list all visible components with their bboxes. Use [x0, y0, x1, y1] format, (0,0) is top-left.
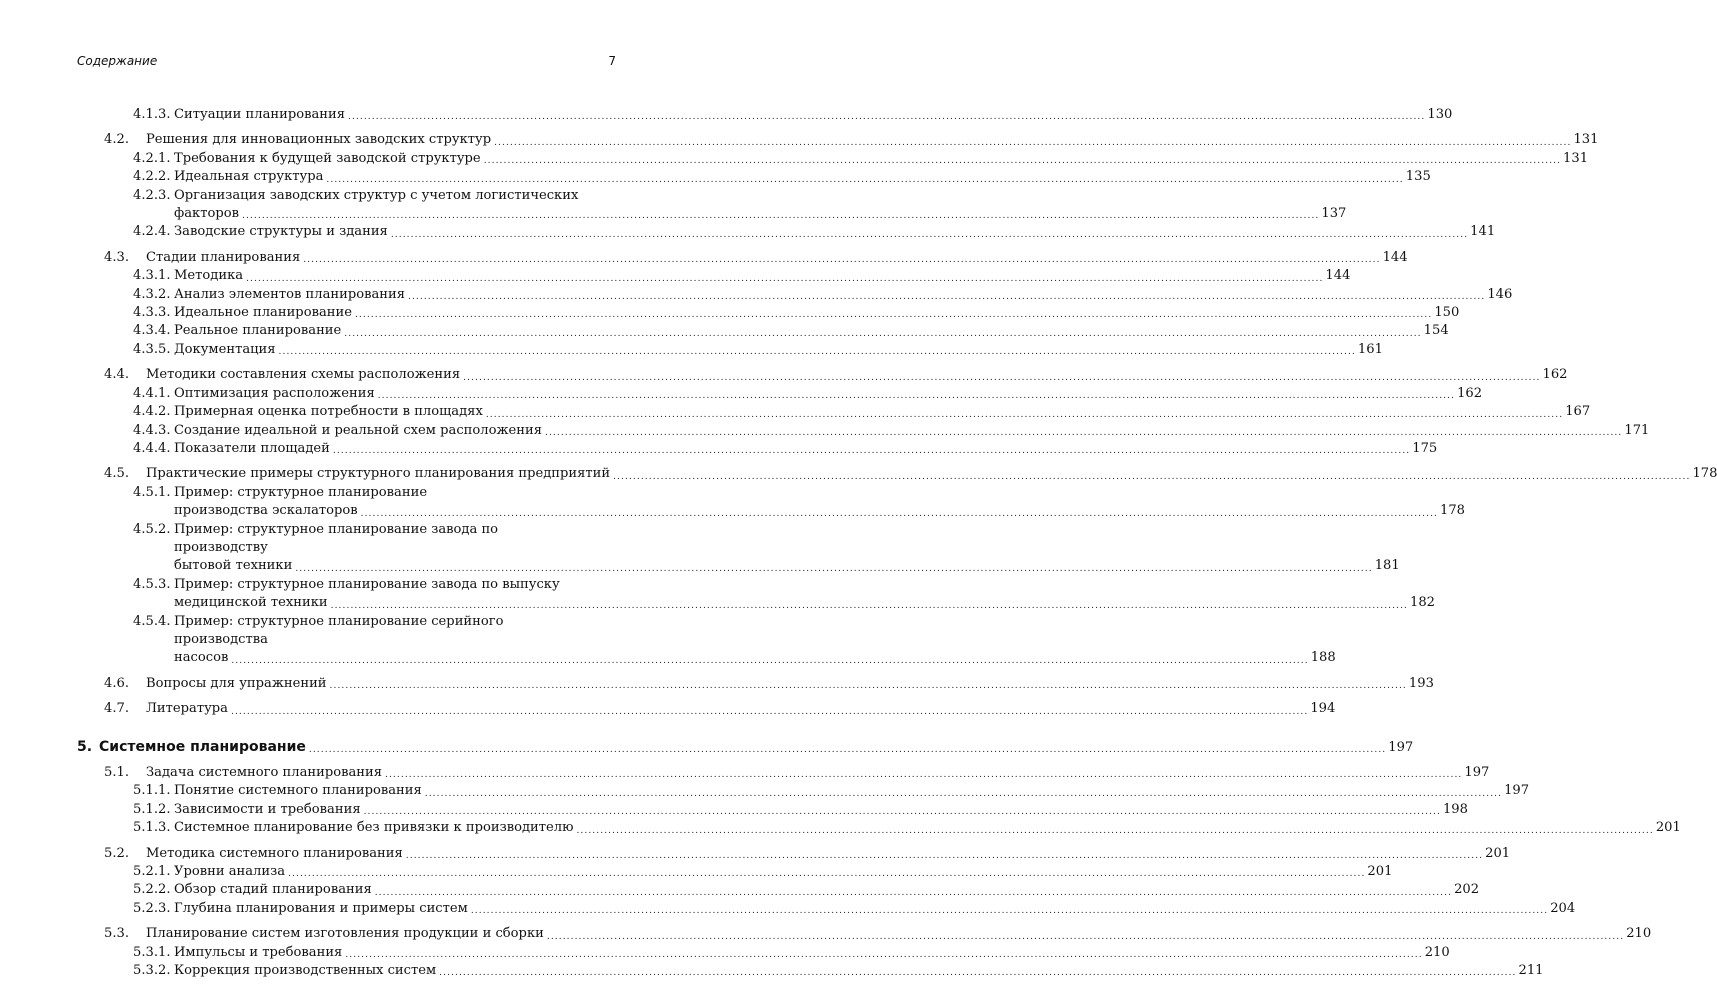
toc-entry[interactable] [77, 962, 1544, 980]
toc-entry-title: Планирование систем изготовления продукции и сборки [146, 926, 544, 942]
toc-entry-number: 4.2. [104, 132, 129, 148]
dot-leader [288, 867, 1365, 881]
toc-entry-number: 4.3.2. [133, 286, 171, 302]
toc-entry-page: 178 [1440, 503, 1465, 519]
toc-entry[interactable] [77, 613, 1336, 668]
toc-entry[interactable] [77, 801, 1468, 819]
toc-entry-title: Показатели площадей [174, 440, 330, 456]
toc-entry[interactable] [77, 675, 1434, 693]
toc-entry-number: 4.3.5. [133, 341, 171, 357]
toc-entry-number: 5.1.2. [133, 801, 171, 817]
toc-entry-number: 5.2.2. [133, 882, 171, 898]
toc-entry-number: 4.5.3. [133, 576, 171, 592]
toc-entry[interactable] [77, 925, 1652, 943]
dot-leader [494, 136, 1571, 150]
dot-leader [246, 272, 1323, 286]
toc-entry-number: 4.7. [104, 701, 129, 717]
toc-entry-number: 5.2.1. [133, 864, 171, 880]
toc-entry-title: Методика [174, 268, 244, 284]
toc-entry-number: 4.4.4. [133, 440, 171, 456]
dot-leader [231, 705, 1308, 719]
toc-entry-title: бытовой техники [174, 558, 293, 574]
dot-leader [484, 154, 1561, 168]
toc-entry[interactable] [77, 576, 1435, 613]
toc-entry-number: 4.3.3. [133, 305, 171, 321]
dot-leader [333, 444, 1410, 458]
toc-entry-number: 4.4.3. [133, 422, 171, 438]
page-number: 7 [608, 54, 616, 68]
dot-leader [348, 110, 1425, 124]
toc-entry-title: Коррекция производственных систем [174, 963, 437, 979]
toc-entry-title: Пример: структурное планирование серийного производства [174, 613, 504, 647]
toc-entry-number: 4.2.3. [133, 187, 171, 203]
toc-entry-number: 4.6. [104, 675, 129, 691]
toc-entry-page: 130 [1427, 107, 1453, 122]
toc-entry-title: Импульсы и требования [174, 944, 343, 960]
toc-entry[interactable] [77, 249, 1408, 267]
toc-entry[interactable] [77, 422, 1650, 440]
toc-entry-title: насосов [174, 650, 229, 666]
toc-entry-number: 4.5.2. [133, 521, 171, 537]
toc-entry-title: Глубина планирования и примеры систем [174, 900, 468, 916]
toc-entry-number: 4.4.2. [133, 404, 171, 420]
toc-entry-page: 210 [1626, 926, 1652, 942]
toc-entry-title: факторов [174, 206, 240, 222]
dot-leader [345, 948, 1422, 962]
toc-entry-number: 5.3.2. [133, 963, 171, 979]
toc-entry[interactable] [77, 403, 1591, 421]
toc-entry[interactable] [77, 304, 1460, 322]
dot-leader [375, 886, 1452, 900]
toc-entry[interactable] [77, 881, 1480, 899]
dot-leader [545, 426, 1622, 440]
toc-entry-number: 5.2.3. [133, 900, 171, 916]
dot-leader [231, 654, 1308, 668]
toc-entry-number: 5.1.3. [133, 820, 171, 836]
toc-entry[interactable] [77, 782, 1530, 800]
toc-entry-page: 188 [1310, 650, 1336, 666]
dot-leader [295, 562, 1372, 576]
toc-entry-title: Организация заводских структур с учетом логистических [174, 187, 579, 203]
toc-entry[interactable] [77, 322, 1449, 340]
dot-leader [330, 679, 1407, 693]
toc-entry-title: производства эскалаторов [174, 503, 358, 519]
running-head [77, 54, 616, 74]
toc-entry-page: 144 [1325, 268, 1351, 284]
toc-entry[interactable] [77, 168, 1431, 186]
toc-entry-number: 5.1.1. [133, 783, 171, 799]
toc-entry-number: 5. [77, 738, 93, 755]
toc-entry-number: 5.3.1. [133, 944, 171, 960]
dot-leader [613, 470, 1690, 484]
toc-entry-page: 201 [1367, 864, 1393, 880]
toc-entry-page: 144 [1382, 249, 1408, 265]
toc-entry-title: Стадии планирования [146, 249, 301, 265]
toc-entry[interactable] [77, 366, 1568, 384]
toc-entry[interactable] [77, 900, 1576, 918]
toc-entry-page: 141 [1470, 224, 1496, 240]
toc-entry-page: 137 [1321, 206, 1347, 222]
dot-leader [309, 743, 1386, 757]
toc-entry-title: Практические примеры структурного планирования предприятий [146, 466, 611, 482]
toc-entry-title: Пример: структурное планирование завода по выпуску [174, 576, 560, 592]
toc-entry[interactable] [77, 106, 1453, 124]
dot-leader [463, 371, 1540, 385]
dot-leader [486, 408, 1563, 422]
toc-entry-page: 161 [1357, 341, 1383, 357]
toc-entry-number: 4.2.4. [133, 224, 171, 240]
toc-entry-title: Литература [146, 701, 228, 717]
dot-leader [331, 599, 1408, 613]
toc-entry-title: Обзор стадий планирования [174, 882, 372, 898]
toc-entry-page: 150 [1434, 305, 1460, 321]
toc-entry-number: 5.2. [104, 845, 129, 861]
toc-entry[interactable] [77, 738, 1414, 757]
toc-entry[interactable] [77, 819, 1681, 837]
toc-entry-number: 4.4.1. [133, 385, 171, 401]
toc-entry-title: Создание идеальной и реальной схем расположения [174, 422, 542, 438]
toc-entry-title: Системное планирование без привязки к производителю [174, 820, 574, 836]
toc-entry-title: медицинской техники [174, 595, 328, 611]
toc-entry-page: 175 [1412, 440, 1438, 456]
toc-entry-title: Идеальная структура [174, 169, 324, 185]
toc-entry-page: 197 [1388, 739, 1414, 755]
toc-entry-page: 198 [1442, 801, 1468, 817]
dot-leader [355, 308, 1432, 322]
toc-entry-page: 197 [1464, 765, 1490, 780]
toc-entry[interactable] [77, 440, 1438, 458]
toc-entry-page: 182 [1410, 595, 1435, 611]
toc-entry-number: 4.3. [104, 249, 129, 265]
dot-leader [242, 209, 1319, 223]
dot-leader [391, 228, 1468, 242]
toc-entry[interactable] [77, 845, 1511, 863]
toc-entry-title: Заводские структуры и здания [174, 224, 388, 240]
toc-entry-title: Системное планирование [99, 738, 306, 755]
toc-entry-page: 167 [1565, 404, 1591, 420]
toc-entry-title: Методика системного планирования [146, 845, 403, 861]
toc-entry-page: 135 [1405, 169, 1431, 185]
dot-leader [385, 768, 1462, 782]
toc-entry-title: Пример: структурное планирование завода по производству [174, 521, 499, 555]
toc-entry-number: 4.2.2. [133, 169, 171, 185]
toc-entry-page: 178 [1692, 466, 1717, 482]
toc-entry-page: 162 [1457, 385, 1483, 401]
toc-entry-number: 4.1.3. [133, 107, 171, 122]
dot-leader [471, 904, 1548, 918]
toc-entry-page: 181 [1374, 558, 1400, 574]
dot-leader [547, 930, 1624, 944]
toc-entry-title: Документация [174, 341, 276, 357]
toc-entry[interactable] [77, 484, 1465, 521]
table-of-contents [77, 106, 1717, 980]
toc-entry-title: Зависимости и требования [174, 801, 361, 817]
toc-entry-title: Методики составления схемы расположения [146, 367, 461, 383]
dot-leader [425, 787, 1502, 801]
toc-entry-title: Примерная оценка потребности в площадях [174, 404, 483, 420]
toc-entry[interactable] [77, 863, 1393, 881]
toc-entry-page: 154 [1423, 323, 1449, 339]
toc-entry-title: Решения для инновационных заводских структур [146, 132, 492, 148]
dot-leader [364, 805, 1441, 819]
toc-entry-page: 171 [1624, 422, 1650, 438]
toc-entry-number: 4.3.1. [133, 268, 171, 284]
toc-entry[interactable] [77, 764, 1490, 782]
toc-entry[interactable] [77, 700, 1336, 718]
toc-entry-title: Идеальное планирование [174, 305, 352, 321]
toc-entry-number: 5.3. [104, 926, 129, 942]
dot-leader [326, 173, 1403, 187]
toc-entry[interactable] [77, 465, 1717, 483]
toc-entry-page: 131 [1573, 132, 1599, 148]
dot-leader [439, 966, 1516, 980]
dot-leader [344, 327, 1421, 341]
toc-entry-number: 4.4. [104, 367, 129, 383]
toc-entry[interactable] [77, 187, 1347, 224]
toc-entry-page: 204 [1550, 900, 1576, 916]
toc-entry[interactable] [77, 944, 1450, 962]
toc-entry-page: 162 [1542, 367, 1568, 383]
dot-leader [406, 849, 1483, 863]
dot-leader [303, 253, 1380, 267]
toc-entry-title: Вопросы для упражнений [146, 675, 327, 691]
toc-entry-title: Требования к будущей заводской структуре [174, 150, 481, 166]
toc-entry-number: 4.2.1. [133, 150, 171, 166]
toc-entry-page: 193 [1408, 675, 1434, 691]
toc-entry[interactable] [77, 521, 1400, 576]
toc-entry-title: Пример: структурное планирование [174, 484, 428, 500]
toc-entry[interactable] [77, 341, 1383, 359]
dot-leader [279, 345, 1356, 359]
toc-entry[interactable] [77, 223, 1496, 241]
toc-entry[interactable] [77, 150, 1589, 168]
toc-entry-title: Уровни анализа [174, 864, 286, 880]
toc-entry-number: 4.5. [104, 466, 129, 482]
toc-entry[interactable] [77, 385, 1483, 403]
toc-entry-title: Оптимизация расположения [174, 385, 375, 401]
dot-leader [378, 389, 1455, 403]
toc-entry[interactable] [77, 267, 1351, 285]
toc-entry-page: 146 [1487, 286, 1513, 302]
dot-leader [361, 507, 1438, 521]
toc-entry-number: 4.3.4. [133, 323, 171, 339]
toc-entry-title: Реальное планирование [174, 323, 342, 339]
toc-entry-page: 197 [1504, 783, 1530, 799]
toc-entry-title: Анализ элементов планирования [174, 286, 405, 302]
toc-entry-page: 201 [1655, 820, 1681, 836]
toc-entry-page: 211 [1518, 963, 1544, 979]
dot-leader [408, 290, 1485, 304]
toc-entry-title: Ситуации планирования [174, 107, 345, 122]
toc-entry[interactable] [77, 131, 1599, 149]
dot-leader [576, 824, 1653, 838]
toc-entry-title: Понятие системного планирования [174, 783, 422, 799]
toc-entry-page: 202 [1454, 882, 1480, 898]
toc-entry-page: 194 [1310, 701, 1336, 717]
toc-entry-number: 4.5.4. [133, 613, 171, 629]
toc-entry[interactable] [77, 286, 1513, 304]
toc-entry-title: Задача системного планирования [146, 765, 383, 780]
toc-entry-page: 210 [1424, 944, 1450, 960]
running-head-title: Содержание [77, 54, 158, 68]
toc-entry-page: 201 [1485, 845, 1511, 861]
toc-entry-number: 4.5.1. [133, 484, 171, 500]
toc-entry-page: 131 [1563, 150, 1589, 166]
toc-entry-number: 5.1. [104, 765, 129, 780]
